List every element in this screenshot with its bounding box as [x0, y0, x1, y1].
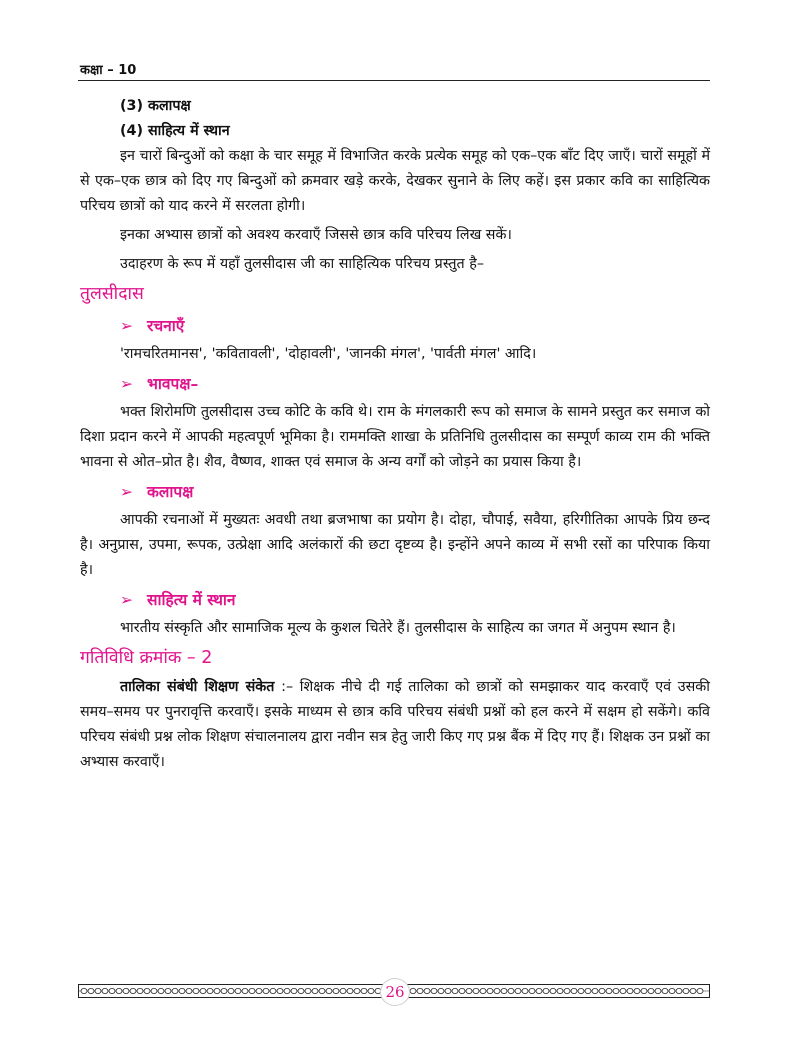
subheading-rachnayen [120, 311, 710, 341]
subheading-sahitya-sthan [120, 585, 710, 615]
arrow-bullet-icon: ➢ [120, 483, 133, 501]
list-item-kalapaksh: (3) कलापक्ष [120, 98, 191, 114]
header-divider [78, 80, 710, 81]
subheading-kalapaksh [120, 477, 710, 507]
subheading-label: रचनाएँ [147, 317, 185, 335]
paragraph-instructions: इन चारों बिन्दुओं को कक्षा के चार समूह में विभाजित करके प्रत्येक समूह को एक–एक बाँट दिए जाएँ। चारों समूहों में से एक–एक छात्र को दिए गए बिन्दुओं को क्रमवार खड़े करके, देखकर सुनाने के लिए कहें। इस प्रकार कवि का साहित्यिक परिचय छात्रों को याद करने में सरलता होगी। [80, 148, 710, 214]
list-item-sahitya-sthan: (4) साहित्य में स्थान [120, 123, 230, 139]
paragraph-bhavpaksh: भक्त शिरोमणि तुलसीदास उच्च कोटि के कवि थे। राम के मंगलकारी रूप को समाज के सामने प्रस्तुत कर समाज को दिशा प्रदान करने में आपकी महत्वपूर्ण भूमिका है। राममक्ति शाखा के प्रतिनिधि तुलसीदास का सम्पूर्ण काव्य राम की भक्ति भावना से ओत–प्रोत है। शैव, वैष्णव, शाक्त एवं समाज के अन्य वर्गों को जोड़ने का प्रयास किया है। [80, 404, 710, 470]
section-title-activity: गतिविधि क्रमांक – 2 [80, 648, 213, 668]
page-number: 26 [380, 978, 410, 1006]
activity-lead: तालिका संबंधी शिक्षण संकेत [120, 679, 275, 695]
paragraph-activity [80, 675, 710, 775]
subheading-label: भावपक्ष– [147, 375, 199, 393]
paragraph-sahitya-sthan: भारतीय संस्कृति और सामाजिक मूल्य के कुशल चितेरे हैं। तुलसीदास के साहित्य का जगत में अनुपम स्थान है। [120, 620, 676, 636]
paragraph-kalapaksh: आपकी रचनाओं में मुख्यतः अवधी तथा ब्रजभाषा का प्रयोग है। दोहा, चौपाई, सवैया, हरिगीतिका आपके प्रिय छन्द है। अनुप्रास, उपमा, रूपक, उत्प्रेक्षा आदि अलंकारों की छटा दृष्टव्य है। इन्होंने अपने काव्य में सभी रसों का परिपाक किया है। [80, 512, 710, 578]
arrow-bullet-icon: ➢ [120, 375, 133, 393]
paragraph-example-intro: उदाहरण के रूप में यहाँ तुलसीदास जी का साहित्यिक परिचय प्रस्तुत है– [120, 256, 484, 272]
paragraph-practice: इनका अभ्यास छात्रों को अवश्य करवाएँ जिससे छात्र कवि परिचय लिख सकें। [120, 227, 512, 243]
footer [78, 980, 710, 1002]
arrow-bullet-icon: ➢ [120, 591, 133, 609]
subheading-label: कलापक्ष [147, 483, 194, 501]
activity-text: :– शिक्षक नीचे दी गई तालिका को छात्रों को समझाकर याद करवाएँ एवं उसकी समय–समय पर पुनरावृत्ति करवाएँ। इसके माध्यम से छात्र कवि परिचय संबंधी प्रश्नों को हल करने में सक्षम हो सकेंगे। कवि परिचय संबंधी प्रश्न लोक शिक्षण संचालनालय द्वारा नवीन सत्र हेतु जारी किए गए प्रश्न बैंक में दिए गए हैं। शिक्षक उन प्रश्नों का अभ्यास करवाएँ। [80, 679, 710, 770]
class-label: कक्षा – 10 [80, 63, 137, 78]
paragraph-rachnayen: 'रामचरितमानस', 'कवितावली', 'दोहावली', 'जानकी मंगल', 'पार्वती मंगल' आदि। [120, 346, 537, 362]
arrow-bullet-icon: ➢ [120, 317, 133, 335]
subheading-label: साहित्य में स्थान [147, 591, 236, 609]
subheading-bhavpaksh [120, 369, 710, 399]
page-content [80, 94, 710, 775]
section-title-tulsidas: तुलसीदास [80, 284, 144, 304]
